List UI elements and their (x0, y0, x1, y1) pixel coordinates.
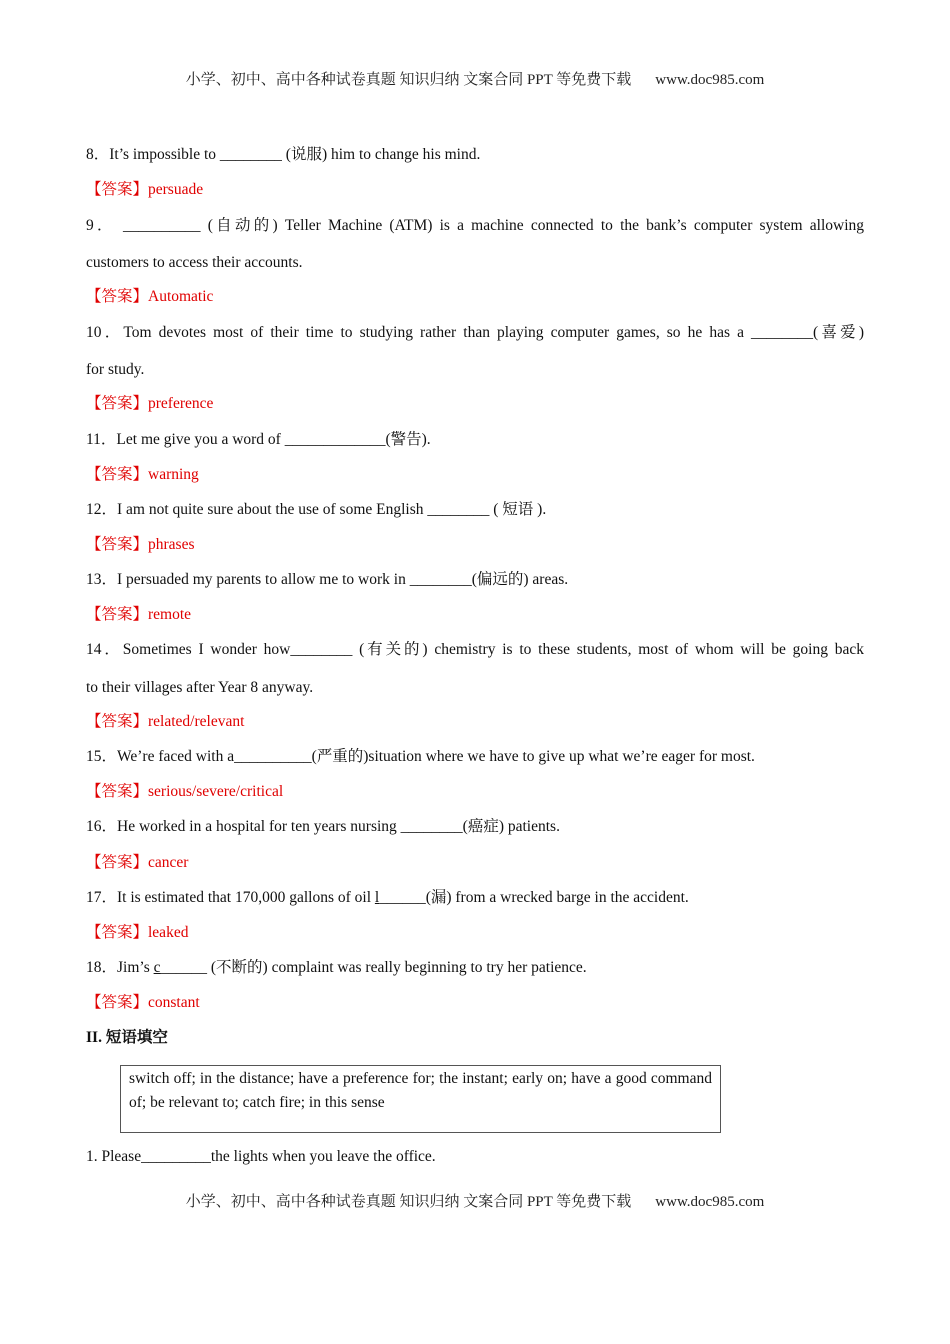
text-segment: ______(漏) from a wrecked barge in the accident. (379, 889, 689, 906)
text-segment: c (153, 959, 161, 976)
text-segment: 【答案】warning (86, 466, 199, 483)
text-segment: customers to access their accounts. (86, 254, 303, 271)
answer-line (86, 605, 191, 625)
text-segment: 13．I persuaded my parents to allow me to work in ________(偏远的) areas. (86, 571, 569, 588)
question-line (86, 145, 480, 165)
question-line (86, 747, 755, 767)
text-segment: 15．We’re faced with a__________(严重的)situation where we have to give up what we’re eager for most. (86, 748, 755, 765)
text-segment: 11．Let me give you a word of _____________(警告). (86, 431, 431, 448)
text-segment: 16．He worked in a hospital for ten years nursing ________(癌症) patients. (86, 818, 560, 835)
question-line (86, 817, 560, 837)
question-line (86, 640, 864, 660)
text-segment: _________ (141, 1148, 211, 1165)
text-segment: 14．Sometimes I wonder how________ (有关的) chemistry is to these students, most of whom will be going back (86, 641, 864, 658)
text-segment: 17．It is estimated that 170,000 gallons of oil (86, 889, 375, 906)
text-segment: l (374, 889, 380, 906)
text-segment: 【答案】related/relevant (86, 713, 245, 730)
question-line (86, 323, 864, 343)
answer-line (86, 993, 200, 1013)
text-segment: 【答案】serious/severe/critical (86, 783, 284, 800)
question-line (86, 216, 864, 236)
text-segment: 1. Please (86, 1148, 142, 1165)
text-segment: to their villages after Year 8 anyway. (86, 679, 314, 696)
text-segment: 12．I am not quite sure about the use of some English ________ ( 短语 ). (86, 501, 547, 518)
question-line (86, 253, 303, 273)
text-segment: 18．Jim’s (86, 959, 154, 976)
page-footer (0, 1190, 950, 1211)
question-line (86, 430, 431, 450)
answer-line (86, 712, 244, 732)
answer-line (86, 853, 188, 873)
header-text: 小学、初中、高中各种试卷真题 知识归纳 文案合同 PPT 等免费下载 (185, 72, 632, 88)
text-segment: 8．It’s impossible to ________ (说服) him to change his mind. (86, 146, 481, 163)
question-line (86, 360, 144, 380)
header-url: www.doc985.com (655, 72, 765, 88)
answer-line (86, 923, 188, 943)
section-heading (86, 1028, 168, 1048)
text-segment: 【答案】phrases (86, 536, 195, 553)
answer-line (86, 535, 195, 555)
text-segment: ______ (不断的) complaint was really beginning to try her patience. (160, 959, 587, 976)
answer-line (86, 180, 203, 200)
question-line (86, 958, 587, 978)
text-segment: 【答案】constant (86, 994, 200, 1011)
question-line (86, 570, 568, 590)
answer-line (86, 782, 283, 802)
text-segment: 10．Tom devotes most of their time to studying rather than playing computer games, so he has a ________(喜爱) (86, 324, 864, 341)
text-segment: 【答案】leaked (86, 924, 189, 941)
question-line (86, 1147, 436, 1167)
text-segment: II. 短语填空 (86, 1029, 168, 1046)
footer-text: 小学、初中、高中各种试卷真题 知识归纳 文案合同 PPT 等免费下载 (185, 1194, 632, 1210)
text-segment: 【答案】Automatic (86, 288, 214, 305)
text-segment: the lights when you leave the office. (210, 1148, 436, 1165)
answer-line (86, 465, 199, 485)
text-segment: 【答案】cancer (86, 854, 189, 871)
text-segment: 【答案】preference (86, 395, 214, 412)
text-segment: for study. (86, 361, 145, 378)
text-segment: 【答案】persuade (86, 181, 204, 198)
phrase-bank-box: switch off; in the distance; have a preference for; the instant; early on; have a good command of; be relevant to; catch fire; in this sense (120, 1065, 721, 1133)
text-segment: 9． __________ (自动的) Teller Machine (ATM) is a machine connected to the bank’s computer system allowing (86, 217, 864, 234)
answer-line (86, 394, 213, 414)
text-segment: 【答案】remote (86, 606, 192, 623)
question-line (86, 500, 546, 520)
answer-line (86, 287, 213, 307)
footer-url: www.doc985.com (655, 1194, 765, 1210)
question-line (86, 678, 313, 698)
question-line (86, 888, 689, 908)
page-header (0, 68, 950, 89)
